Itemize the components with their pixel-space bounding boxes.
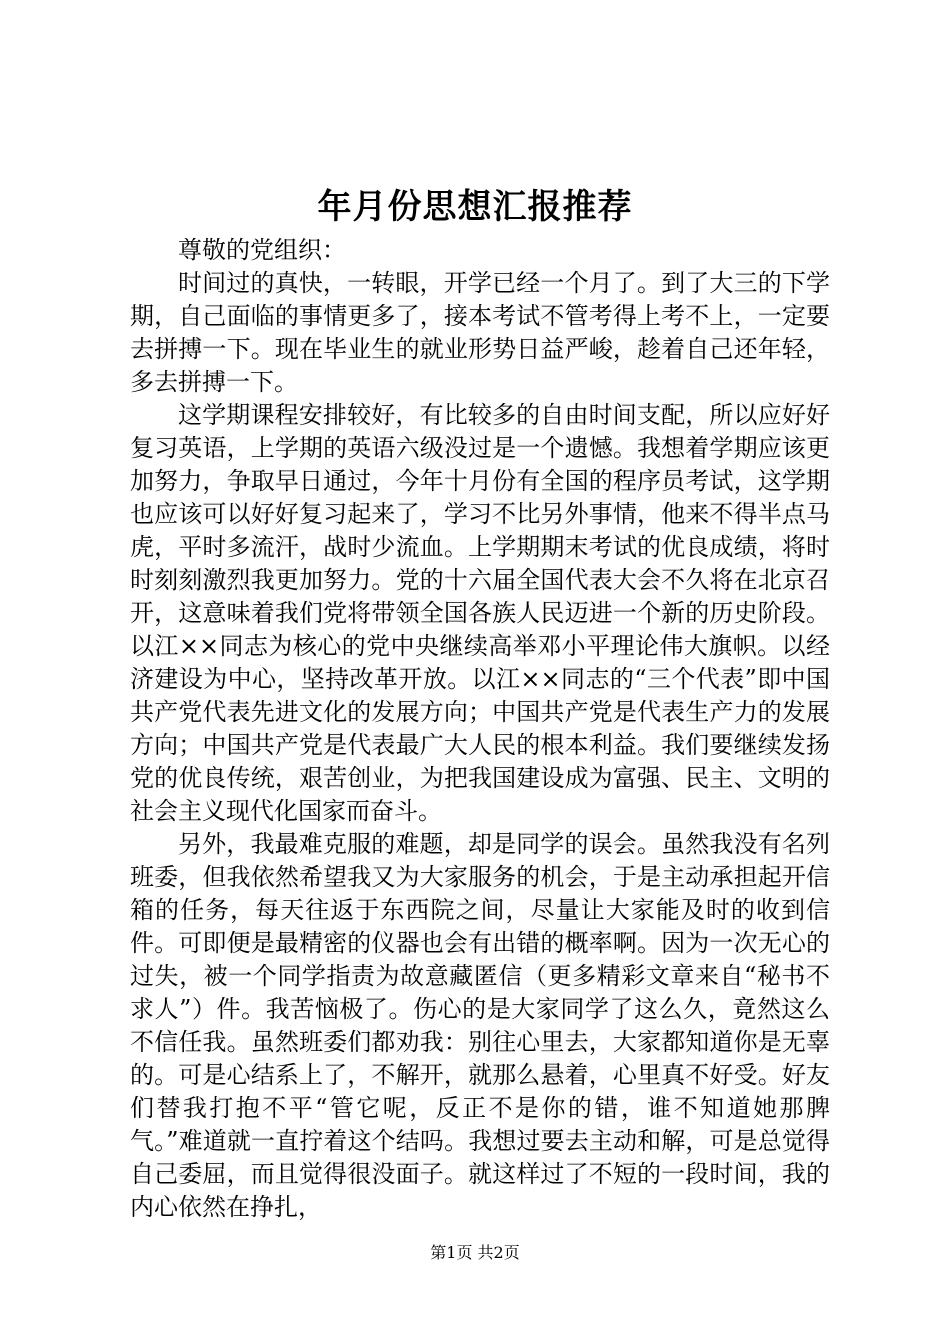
salutation: 尊敬的党组织：: [178, 236, 346, 264]
document-title: 年月份思想汇报推荐: [317, 187, 633, 227]
paragraph-3: 另外，我最难克服的难题，却是同学的误会。虽然我没有名列班委，但我依然希望我又为大家服务的机会，于是主动承担起开信箱的任务，每天往返于东西院之间，尽量让大家能及时的收到信件。可即便是最精密的仪器也会有出错的概率啊。因为一次无心的过失，被一个同学指责为故意藏匿信（更多精彩文章来自“秘书不求人”）件。我苦恼极了。伤心的是大家同学了这么久，竟然这么不信任我。虽然班委们都劝我：别往心里去，大家都知道你是无辜的。可是心结系上了，不解开，就那么悬着，心里真不好受。好友们替我打抱不平“管它呢，反正不是你的错，谁不知道她那脾气。”难道就一直拧着这个结吗。我想过要去主动和解，可是总觉得自己委屈，而且觉得很没面子。就这样过了不短的一段时间，我的内心依然在挣扎，: [130, 830, 830, 1221]
paragraph-2: 这学期课程安排较好，有比较多的自由时间支配，所以应好好复习英语，上学期的英语六级没过是一个遗憾。我想着学期应该更加努力，争取早日通过，今年十月份有全国的程序员考试，这学期也应该可以好好复习起来了，学习不比另外事情，他来不得半点马虎，平时多流汗，战时少流血。上学期期末考试的优良成绩，将时时刻刻激烈我更加努力。党的十六届全国代表大会不久将在北京召开，这意味着我们党将带领全国各族人民迈进一个新的历史阶段。以江××同志为核心的党中央继续高举邓小平理论伟大旗帜。以经济建设为中心，坚持改革开放。以江××同志的“三个代表”即中国共产党代表先进文化的发展方向；中国共产党是代表生产力的发展方向；中国共产党是代表最广大人民的根本利益。我们要继续发扬党的优良传统，艰苦创业，为把我国建设成为富强、民主、文明的社会主义现代化国家而奋斗。: [130, 401, 830, 825]
document-body: [130, 234, 830, 1224]
page-number-footer: 第1页 共2页: [430, 1243, 520, 1262]
paragraph-1: 时间过的真快，一转眼，开学已经一个月了。到了大三的下学期，自己面临的事情更多了，接本考试不管考得上考不上，一定要去拼搏一下。现在毕业生的就业形势日益严峻，趁着自己还年轻，多去拼搏一下。: [130, 269, 830, 396]
